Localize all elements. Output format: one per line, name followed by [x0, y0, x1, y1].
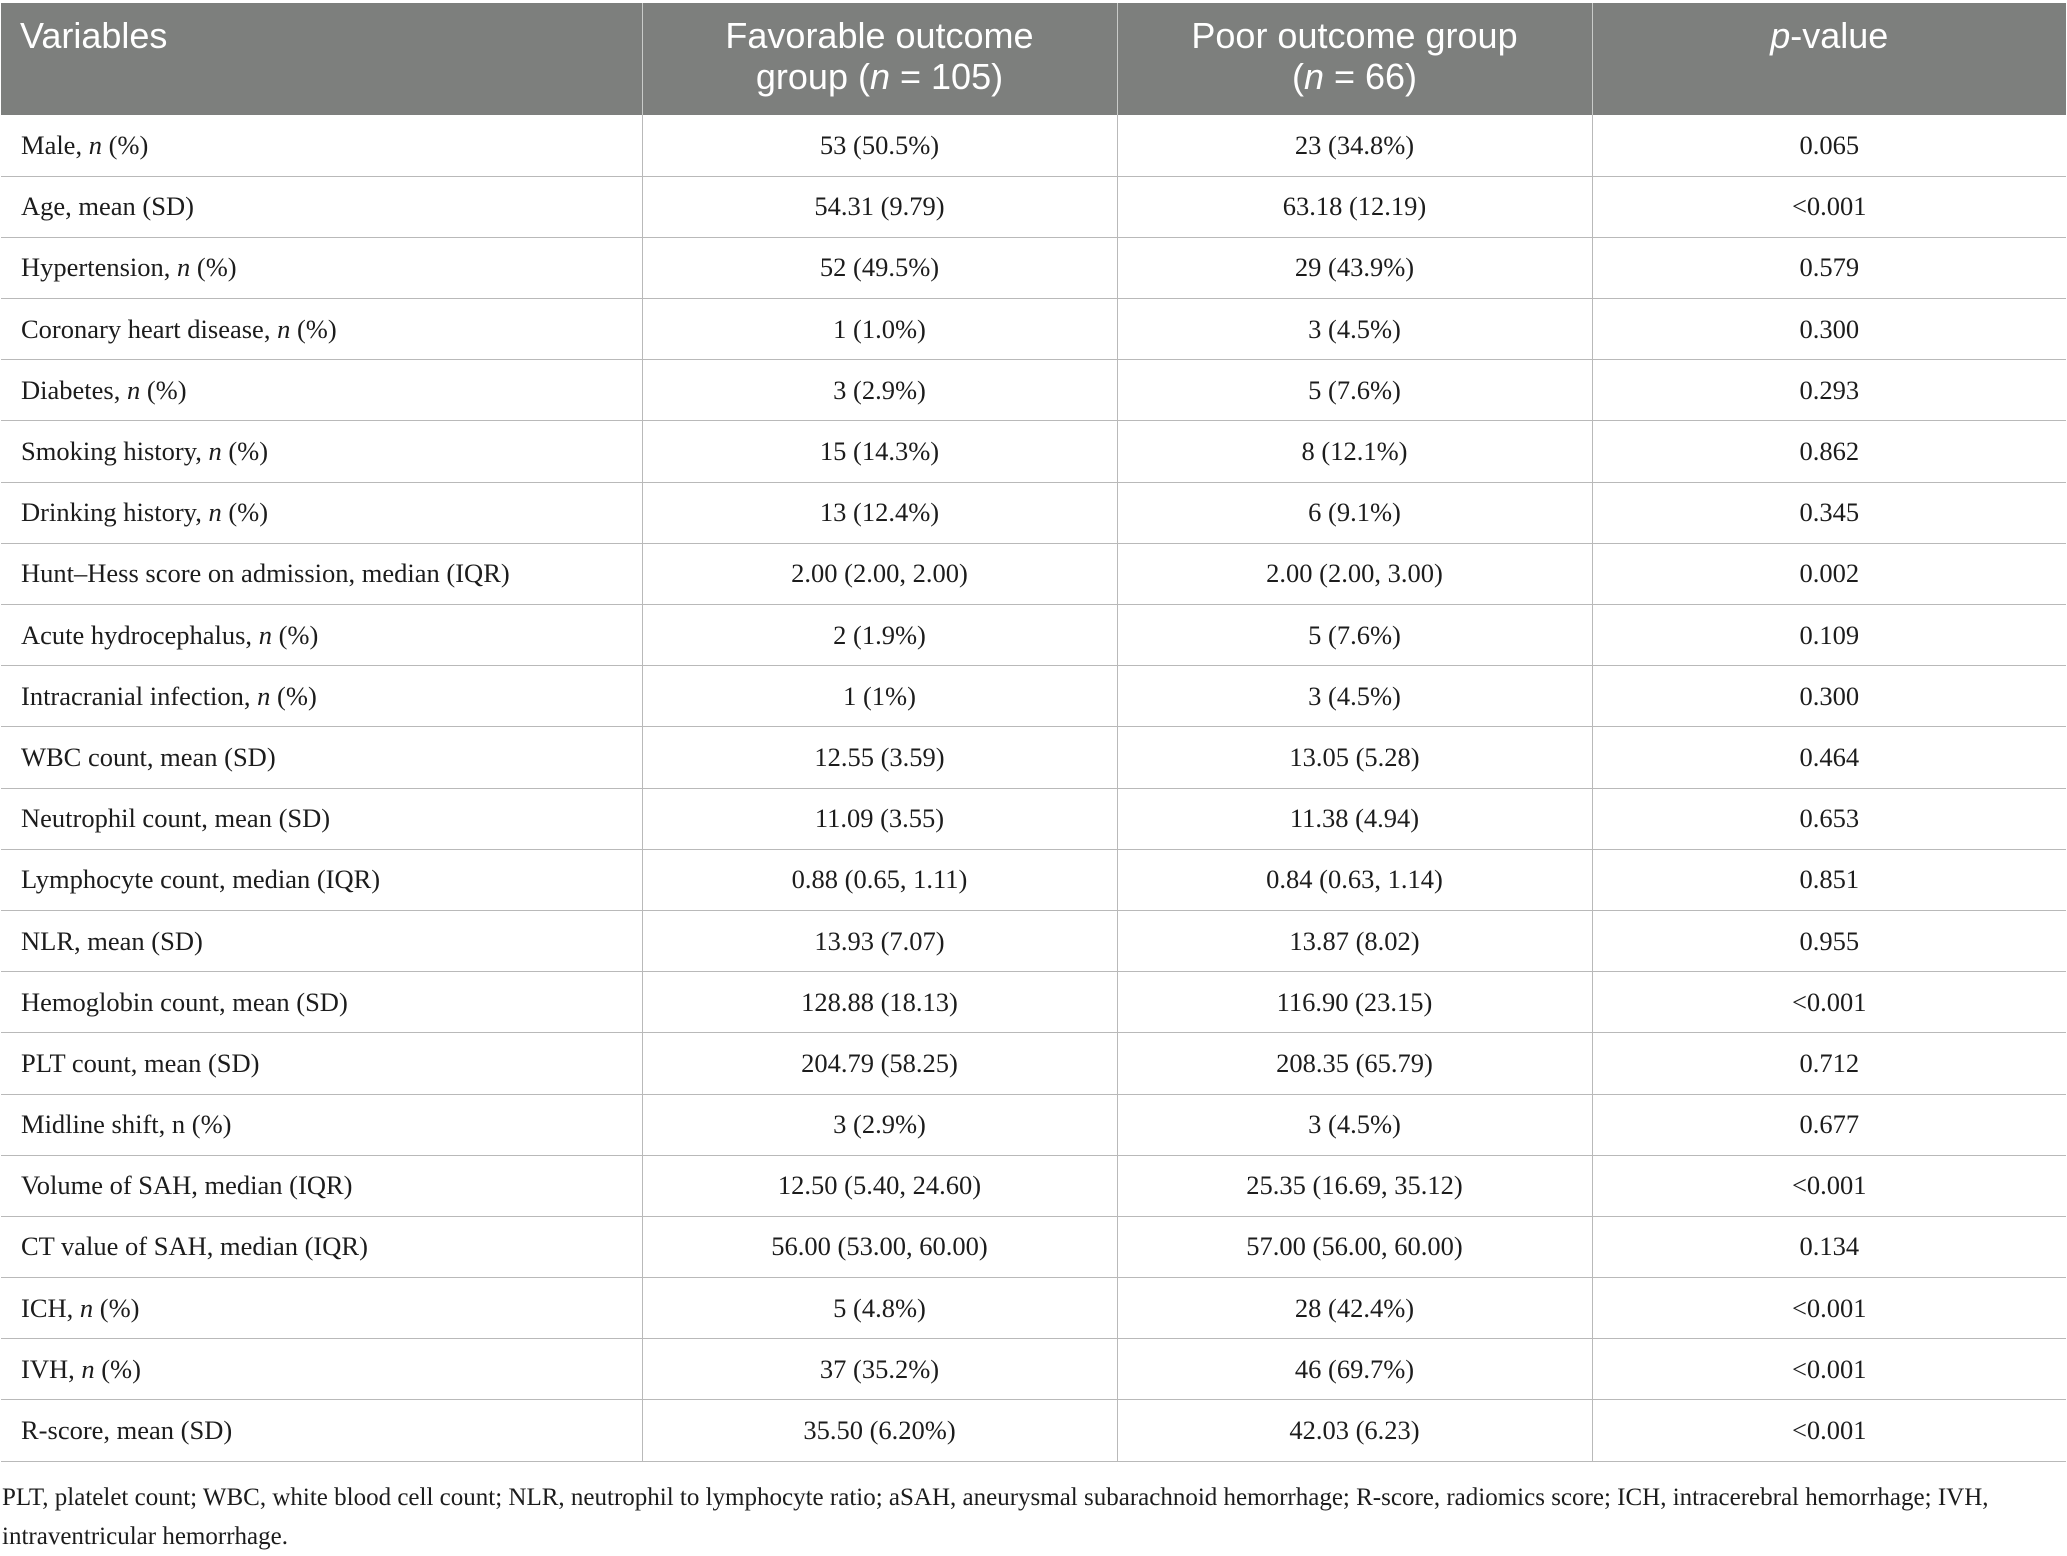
header-favorable-n: n	[869, 56, 890, 97]
header-pvalue-p: p	[1770, 15, 1791, 56]
cell-favorable: 1 (1.0%)	[642, 299, 1117, 360]
cell-favorable: 11.09 (3.55)	[642, 788, 1117, 849]
table-row	[1, 421, 2066, 482]
cell-variable	[1, 1033, 642, 1094]
header-variables-label: Variables	[20, 15, 168, 56]
variable-italic-text: n	[88, 129, 102, 160]
cell-pvalue: 0.464	[1592, 727, 2066, 788]
cell-variable	[1, 1155, 642, 1216]
variable-pre-text: Hypertension,	[21, 252, 178, 283]
cell-poor: 46 (69.7%)	[1117, 1339, 1592, 1400]
cell-poor: 25.35 (16.69, 35.12)	[1117, 1155, 1592, 1216]
cell-pvalue: <0.001	[1592, 1400, 2066, 1461]
table-body	[1, 115, 2066, 1461]
table-row	[1, 849, 2066, 910]
header-poor	[1117, 3, 1592, 115]
variable-italic-text: n	[208, 436, 222, 467]
cell-pvalue: 0.677	[1592, 1094, 2066, 1155]
table-row	[1, 1155, 2066, 1216]
cell-favorable: 56.00 (53.00, 60.00)	[642, 1216, 1117, 1277]
variable-pre-text: NLR, mean (SD)	[21, 925, 203, 956]
cell-variable	[1, 237, 642, 298]
variable-pre-text: CT value of SAH, median (IQR)	[21, 1231, 368, 1262]
table-row	[1, 1400, 2066, 1461]
cell-pvalue: 0.300	[1592, 299, 2066, 360]
variable-post-text: (%)	[290, 313, 337, 344]
cell-favorable: 15 (14.3%)	[642, 421, 1117, 482]
cell-poor: 0.84 (0.63, 1.14)	[1117, 849, 1592, 910]
cell-poor: 11.38 (4.94)	[1117, 788, 1592, 849]
variable-pre-text: Lymphocyte count, median (IQR)	[21, 864, 381, 895]
table-row	[1, 115, 2066, 176]
cell-variable	[1, 849, 642, 910]
variable-pre-text: Midline shift, n (%)	[21, 1109, 232, 1140]
cell-pvalue: 0.712	[1592, 1033, 2066, 1094]
cell-poor: 6 (9.1%)	[1117, 482, 1592, 543]
cell-pvalue: 0.065	[1592, 115, 2066, 176]
variable-pre-text: Acute hydrocephalus,	[21, 619, 259, 650]
variable-italic-text: n	[277, 313, 291, 344]
header-variables	[1, 3, 642, 115]
table-row	[1, 299, 2066, 360]
header-poor-line1: Poor outcome group	[1191, 15, 1518, 56]
cell-favorable: 204.79 (58.25)	[642, 1033, 1117, 1094]
table-footnote: PLT, platelet count; WBC, white blood cell count; NLR, neutrophil to lymphocyte ratio; aSAH, aneurysmal subarachnoid hemorrhage; R-score, radiomics score; ICH, intracerebral hemorrhage; IVH, intraventricular hemorrhage.	[2, 1484, 1989, 1550]
table-row	[1, 1339, 2066, 1400]
variable-pre-text: Male,	[21, 129, 89, 160]
cell-variable	[1, 1400, 642, 1461]
cell-variable	[1, 543, 642, 604]
cell-poor: 3 (4.5%)	[1117, 299, 1592, 360]
cell-favorable: 35.50 (6.20%)	[642, 1400, 1117, 1461]
cell-variable	[1, 115, 642, 176]
cell-favorable: 54.31 (9.79)	[642, 176, 1117, 237]
cell-favorable: 2.00 (2.00, 2.00)	[642, 543, 1117, 604]
variable-post-text: (%)	[271, 619, 319, 650]
variable-pre-text: R-score, mean (SD)	[21, 1415, 233, 1446]
header-pvalue	[1592, 3, 2066, 115]
cell-pvalue: <0.001	[1592, 1339, 2066, 1400]
cell-favorable: 12.50 (5.40, 24.60)	[642, 1155, 1117, 1216]
cell-pvalue: 0.300	[1592, 666, 2066, 727]
table-row	[1, 237, 2066, 298]
header-favorable-line2-post: = 105)	[890, 56, 1004, 97]
cell-favorable: 53 (50.5%)	[642, 115, 1117, 176]
variable-pre-text: Intracranial infection,	[21, 680, 258, 711]
cell-poor: 5 (7.6%)	[1117, 605, 1592, 666]
cell-variable	[1, 666, 642, 727]
variable-pre-text: Hunt–Hess score on admission, median (IQR)	[21, 558, 510, 589]
header-favorable-line1: Favorable outcome	[725, 15, 1034, 56]
variable-pre-text: Diabetes,	[21, 374, 127, 405]
variable-italic-text: n	[81, 1353, 95, 1384]
cell-variable	[1, 788, 642, 849]
table-row	[1, 910, 2066, 971]
header-row	[1, 3, 2066, 115]
variable-post-text: (%)	[101, 129, 149, 160]
cell-poor: 29 (43.9%)	[1117, 237, 1592, 298]
cell-pvalue: <0.001	[1592, 1278, 2066, 1339]
variable-pre-text: WBC count, mean (SD)	[21, 741, 276, 772]
header-pvalue-suffix: -value	[1790, 15, 1889, 56]
cell-variable	[1, 1094, 642, 1155]
table-row	[1, 1278, 2066, 1339]
table-row	[1, 788, 2066, 849]
variable-italic-text: n	[126, 374, 141, 405]
cell-variable	[1, 482, 642, 543]
table-header	[1, 3, 2066, 115]
cell-poor: 13.87 (8.02)	[1117, 910, 1592, 971]
variable-pre-text: Drinking history,	[21, 497, 209, 528]
cell-poor: 42.03 (6.23)	[1117, 1400, 1592, 1461]
cell-pvalue: 0.293	[1592, 360, 2066, 421]
variable-post-text: (%)	[93, 1292, 140, 1323]
variable-post-text: (%)	[140, 374, 187, 405]
cell-favorable: 37 (35.2%)	[642, 1339, 1117, 1400]
table-row	[1, 176, 2066, 237]
table-row	[1, 1216, 2066, 1277]
variable-pre-text: Volume of SAH, median (IQR)	[21, 1170, 353, 1201]
variable-pre-text: ICH,	[21, 1292, 80, 1323]
header-poor-line2-post: = 66)	[1323, 56, 1418, 97]
cell-favorable: 5 (4.8%)	[642, 1278, 1117, 1339]
data-table	[1, 3, 2066, 1462]
variable-pre-text: Neutrophil count, mean (SD)	[21, 803, 331, 834]
cell-pvalue: 0.862	[1592, 421, 2066, 482]
variable-post-text: (%)	[270, 680, 317, 711]
cell-variable	[1, 360, 642, 421]
cell-variable	[1, 1278, 642, 1339]
header-poor-line2-pre: (	[1291, 56, 1304, 97]
cell-poor: 3 (4.5%)	[1117, 1094, 1592, 1155]
cell-favorable: 52 (49.5%)	[642, 237, 1117, 298]
cell-favorable: 3 (2.9%)	[642, 1094, 1117, 1155]
cell-favorable: 13.93 (7.07)	[642, 910, 1117, 971]
cell-favorable: 0.88 (0.65, 1.11)	[642, 849, 1117, 910]
cell-pvalue: 0.851	[1592, 849, 2066, 910]
cell-poor: 3 (4.5%)	[1117, 666, 1592, 727]
variable-pre-text: Hemoglobin count, mean (SD)	[21, 986, 348, 1017]
cell-favorable: 12.55 (3.59)	[642, 727, 1117, 788]
cell-poor: 2.00 (2.00, 3.00)	[1117, 543, 1592, 604]
cell-poor: 13.05 (5.28)	[1117, 727, 1592, 788]
table-row	[1, 972, 2066, 1033]
variable-pre-text: PLT count, mean (SD)	[21, 1047, 260, 1078]
variable-post-text: (%)	[190, 252, 237, 283]
variable-italic-text: n	[257, 680, 271, 711]
cell-poor: 8 (12.1%)	[1117, 421, 1592, 482]
cell-pvalue: 0.955	[1592, 910, 2066, 971]
table-row	[1, 1033, 2066, 1094]
variable-pre-text: Age, mean (SD)	[21, 191, 194, 222]
variable-italic-text: n	[258, 619, 272, 650]
variable-post-text: (%)	[94, 1353, 141, 1384]
cell-pvalue: 0.345	[1592, 482, 2066, 543]
header-favorable-line2-pre: group (	[755, 56, 870, 97]
cell-poor: 63.18 (12.19)	[1117, 176, 1592, 237]
cell-poor: 116.90 (23.15)	[1117, 972, 1592, 1033]
cell-variable	[1, 1339, 642, 1400]
variable-pre-text: Smoking history,	[21, 436, 209, 467]
cell-variable	[1, 910, 642, 971]
cell-variable	[1, 421, 642, 482]
cell-pvalue: 0.134	[1592, 1216, 2066, 1277]
cell-poor: 5 (7.6%)	[1117, 360, 1592, 421]
variable-italic-text: n	[79, 1292, 94, 1323]
variable-pre-text: Coronary heart disease,	[21, 313, 278, 344]
variable-italic-text: n	[177, 252, 191, 283]
header-poor-n: n	[1303, 56, 1324, 97]
cell-pvalue: <0.001	[1592, 176, 2066, 237]
cell-variable	[1, 727, 642, 788]
cell-poor: 23 (34.8%)	[1117, 115, 1592, 176]
header-favorable	[642, 3, 1117, 115]
cell-pvalue: 0.653	[1592, 788, 2066, 849]
cell-pvalue: 0.109	[1592, 605, 2066, 666]
cell-favorable: 128.88 (18.13)	[642, 972, 1117, 1033]
cell-pvalue: <0.001	[1592, 972, 2066, 1033]
cell-favorable: 13 (12.4%)	[642, 482, 1117, 543]
cell-favorable: 3 (2.9%)	[642, 360, 1117, 421]
table-row	[1, 727, 2066, 788]
cell-pvalue: <0.001	[1592, 1155, 2066, 1216]
cell-poor: 57.00 (56.00, 60.00)	[1117, 1216, 1592, 1277]
cell-favorable: 1 (1%)	[642, 666, 1117, 727]
table-row	[1, 1094, 2066, 1155]
variable-post-text: (%)	[221, 497, 269, 528]
variable-italic-text: n	[208, 497, 222, 528]
table-row	[1, 543, 2066, 604]
cell-variable	[1, 1216, 642, 1277]
variable-pre-text: IVH,	[21, 1353, 82, 1384]
cell-variable	[1, 605, 642, 666]
table-row	[1, 360, 2066, 421]
cell-variable	[1, 972, 642, 1033]
cell-variable	[1, 176, 642, 237]
table-row	[1, 482, 2066, 543]
cell-variable	[1, 299, 642, 360]
table-row	[1, 605, 2066, 666]
cell-poor: 28 (42.4%)	[1117, 1278, 1592, 1339]
cell-poor: 208.35 (65.79)	[1117, 1033, 1592, 1094]
variable-post-text: (%)	[221, 436, 269, 467]
cell-favorable: 2 (1.9%)	[642, 605, 1117, 666]
cell-pvalue: 0.579	[1592, 237, 2066, 298]
cell-pvalue: 0.002	[1592, 543, 2066, 604]
table-row	[1, 666, 2066, 727]
